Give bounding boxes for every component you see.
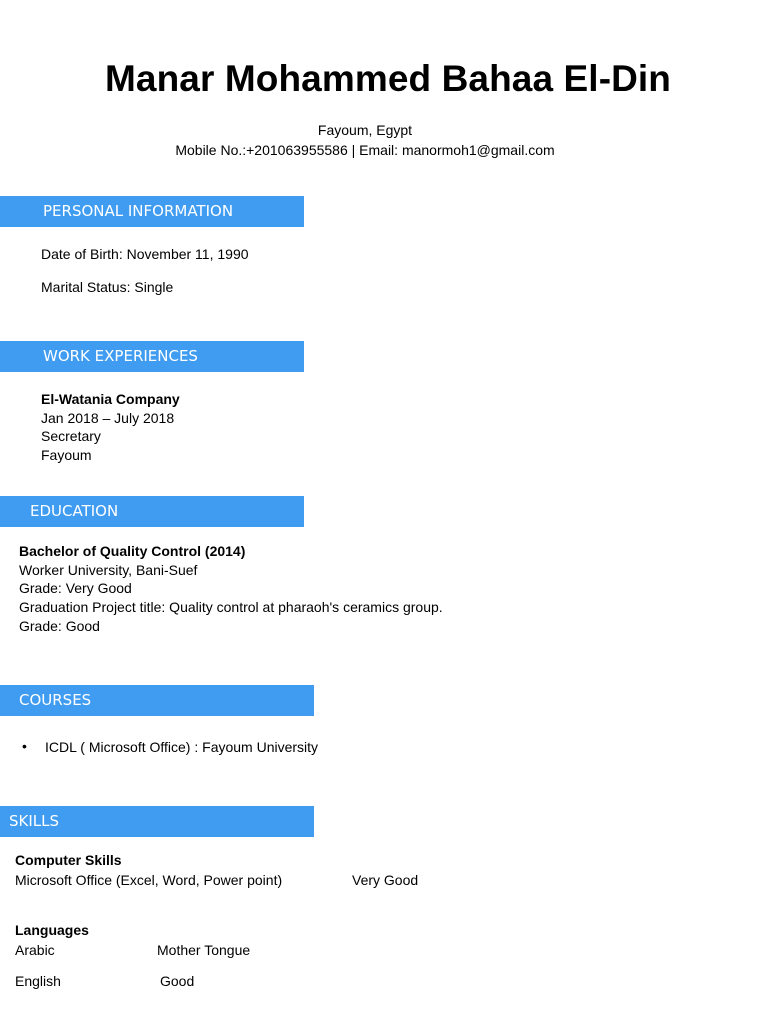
education-grade: Grade: Very Good xyxy=(19,580,132,596)
section-heading-personal: PERSONAL INFORMATION xyxy=(0,196,304,227)
work-location: Fayoum xyxy=(41,447,92,463)
education-university: Worker University, Bani-Suef xyxy=(19,562,198,578)
section-heading-education: EDUCATION xyxy=(0,496,304,527)
location: Fayoum, Egypt xyxy=(317,122,413,138)
contact-line: Mobile No.:+201063955586 | Email: manormoh1@gmail.com xyxy=(175,142,555,158)
languages-heading: Languages xyxy=(15,922,89,938)
marital-status: Marital Status: Single xyxy=(41,279,174,295)
work-company: El-Watania Company xyxy=(41,391,180,407)
language-level: Good xyxy=(160,973,195,989)
bullet-icon: • xyxy=(22,738,27,754)
section-heading-courses: COURSES xyxy=(0,685,314,716)
language-name: Arabic xyxy=(15,942,55,958)
work-period: Jan 2018 – July 2018 xyxy=(41,410,175,426)
education-degree: Bachelor of Quality Control (2014) xyxy=(19,543,246,559)
course-item: ICDL ( Microsoft Office) : Fayoum University xyxy=(45,739,319,755)
computer-skills-heading: Computer Skills xyxy=(15,852,122,868)
section-heading-work: WORK EXPERIENCES xyxy=(0,341,304,372)
language-level: Mother Tongue xyxy=(157,942,251,958)
section-heading-skills: SKILLS xyxy=(0,806,314,837)
education-project: Graduation Project title: Quality control at pharaoh's ceramics group. xyxy=(19,599,443,615)
computer-skill: Microsoft Office (Excel, Word, Power point) xyxy=(15,872,283,888)
language-name: English xyxy=(15,973,61,989)
computer-skill-level: Very Good xyxy=(352,872,419,888)
work-role: Secretary xyxy=(41,428,101,444)
candidate-name: Manar Mohammed Bahaa El-Din xyxy=(104,58,672,99)
date-of-birth: Date of Birth: November 11, 1990 xyxy=(41,246,249,262)
education-project-grade: Grade: Good xyxy=(19,618,100,634)
